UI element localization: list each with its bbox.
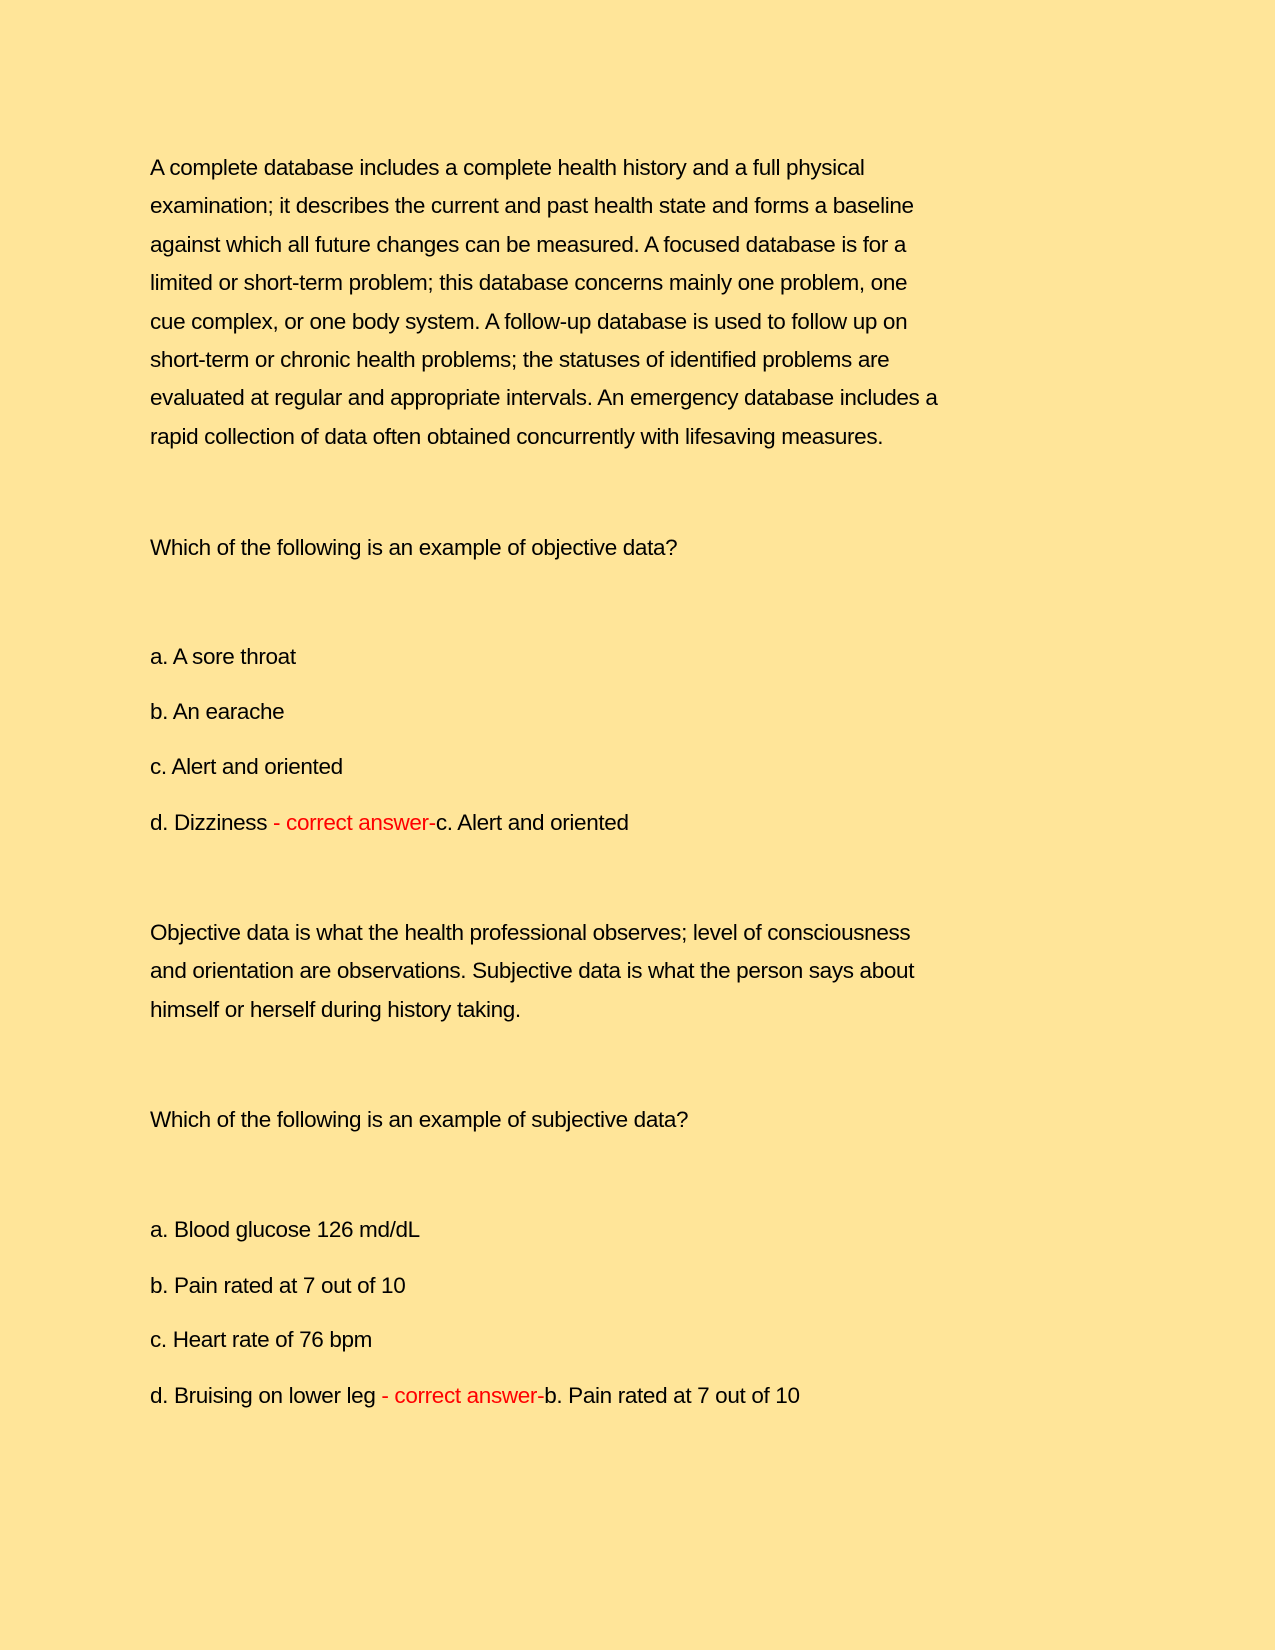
correct-answer: b. Pain rated at 7 out of 10 [544,1383,800,1408]
text-line: cue complex, or one body system. A follow-up database is used to follow up on [150,309,908,334]
option-d-with-answer [150,808,629,838]
option-d: d. Dizziness [150,810,268,835]
text-line: Objective data is what the health professional observes; level of consciousness [150,920,911,945]
question-1: Which of the following is an example of objective data? [150,535,678,560]
text-line: against which all future changes can be measured. A focused database is for a [150,232,907,257]
option-b: b. An earache [150,699,285,724]
correct-answer-marker: - correct answer- [267,810,436,835]
text-line: evaluated at regular and appropriate intervals. An emergency database includes a [150,385,938,410]
option-a: a. Blood glucose 126 md/dL [150,1217,420,1242]
option-a: a. A sore throat [150,644,296,669]
text-line: limited or short-term problem; this database concerns mainly one problem, one [150,270,908,295]
option-b: b. Pain rated at 7 out of 10 [150,1273,406,1298]
text-line: himself or herself during history taking. [150,997,521,1022]
correct-answer-marker: - correct answer- [375,1383,545,1408]
option-c: c. Alert and oriented [150,754,343,779]
option-c: c. Heart rate of 76 bpm [150,1327,373,1352]
text-line: examination; it describes the current and past health state and forms a baseline [150,193,914,218]
text-line: rapid collection of data often obtained concurrently with lifesaving measures. [150,424,884,449]
text-line: and orientation are observations. Subjective data is what the person says about [150,958,915,983]
text-line: A complete database includes a complete health history and a full physical [150,155,865,180]
option-d-with-answer [150,1381,800,1411]
text-line: short-term or chronic health problems; the statuses of identified problems are [150,347,890,372]
correct-answer: c. Alert and oriented [435,810,629,835]
question-2: Which of the following is an example of subjective data? [150,1107,689,1132]
option-d: d. Bruising on lower leg [150,1383,376,1408]
